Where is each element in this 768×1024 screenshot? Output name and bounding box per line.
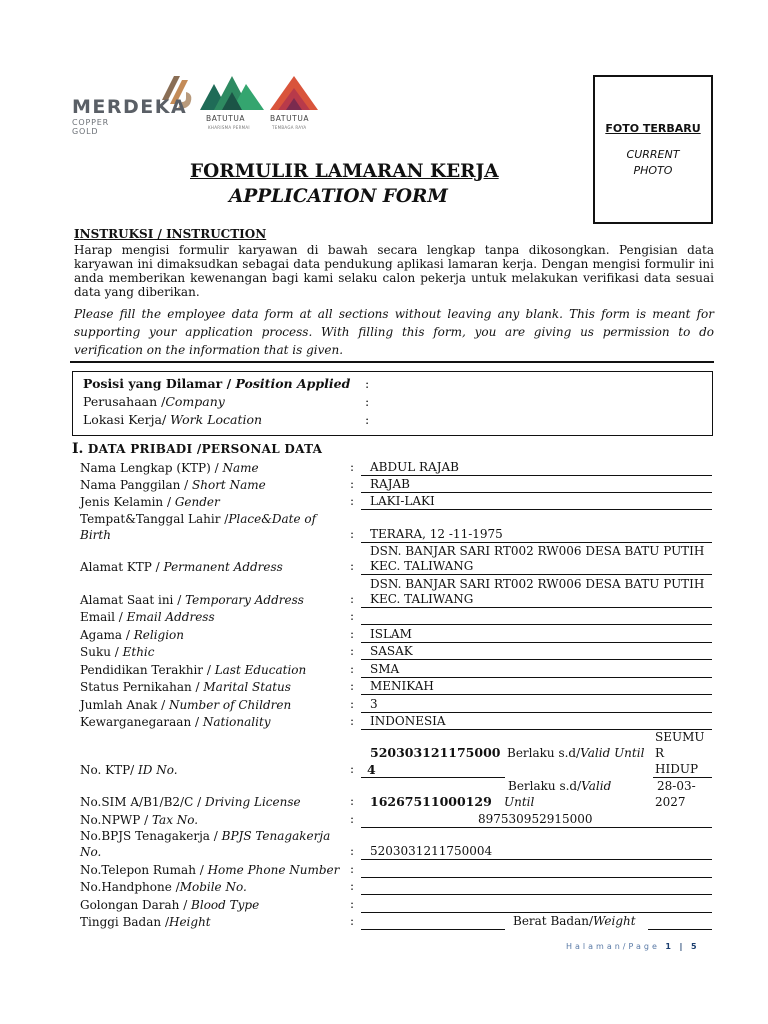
field-npwp-colon: : <box>350 812 355 826</box>
batutua-tembaga-name: BATUTUA <box>270 114 310 123</box>
field-temporary-address-value-line2[interactable]: KEC. TALIWANG <box>370 592 474 606</box>
field-email-colon: : <box>350 609 355 623</box>
field-ktp-value-line2[interactable]: 4 <box>367 762 376 777</box>
field-weight-label: Berat Badan/Weight <box>513 914 636 928</box>
field-bpjs-underline <box>361 859 712 860</box>
field-height-underline <box>361 929 505 930</box>
work-location-label: Lokasi Kerja/ Work Location <box>83 412 263 427</box>
field-short-name-value[interactable]: RAJAB <box>370 477 410 491</box>
field-birth-value[interactable]: TERARA, 12 -11-1975 <box>370 527 503 541</box>
field-ktp-label: No. KTP/ ID No. <box>80 763 178 777</box>
field-religion-value[interactable]: ISLAM <box>370 627 412 641</box>
batutua-mountain-icon <box>200 74 266 112</box>
field-height-colon: : <box>350 914 355 928</box>
photo-en-line2: PHOTO <box>633 164 673 177</box>
field-nationality-label: Kewarganegaraan / Nationality <box>80 715 271 729</box>
field-npwp-label: No.NPWP / Tax No. <box>80 813 199 827</box>
field-bpjs-label-cont: No. <box>80 845 102 859</box>
field-nationality-colon: : <box>350 714 355 728</box>
batutua-tembaga-sub: TEMBAGA RAYA <box>272 125 307 130</box>
field-bpjs-colon: : <box>350 844 355 858</box>
field-short-name-label: Nama Panggilan / Short Name <box>80 478 266 492</box>
field-blood-underline <box>361 912 712 913</box>
field-npwp-underline <box>361 827 712 828</box>
field-children-colon: : <box>350 697 355 711</box>
field-permanent-address-colon: : <box>350 559 355 573</box>
field-ktp-colon: : <box>350 762 355 776</box>
field-nationality-value[interactable]: INDONESIA <box>370 714 446 728</box>
field-permanent-address-value-line1[interactable]: DSN. BANJAR SARI RT002 RW006 DESA BATU PUTIH <box>370 544 705 558</box>
field-name-underline <box>361 475 712 476</box>
field-mobile-colon: : <box>350 879 355 893</box>
field-education-value[interactable]: SMA <box>370 662 400 676</box>
field-sim-label: No.SIM A/B1/B2/C / Driving License <box>80 795 301 809</box>
merdeka-subtitle: COPPER GOLD <box>72 118 109 136</box>
field-home-phone-underline <box>361 877 712 878</box>
field-npwp-value[interactable]: 897530952915000 <box>478 812 593 826</box>
field-religion-underline <box>361 642 712 643</box>
section-personal-data-heading: I. DATA PRIBADI /PERSONAL DATA <box>72 441 323 457</box>
field-gender-label: Jenis Kelamin / Gender <box>80 495 220 509</box>
form-title-id: FORMULIR LAMARAN KERJA <box>190 161 499 182</box>
page-footer: Halaman/Page 1 | 5 <box>566 942 700 951</box>
field-bpjs-value[interactable]: 5203031211750004 <box>370 844 493 858</box>
field-marital-colon: : <box>350 679 355 693</box>
field-name-colon: : <box>350 460 355 474</box>
field-ktp-valid-label: Berlaku s.d/Valid Until <box>507 746 645 760</box>
field-height-label: Tinggi Badan /Height <box>80 915 211 929</box>
position-applied-label: Posisi yang Dilamar / Position Applied <box>83 376 351 391</box>
field-ktp-value-line1[interactable]: 520303121175000 <box>370 745 501 760</box>
field-blood-label: Golongan Darah / Blood Type <box>80 898 260 912</box>
field-gender-underline <box>361 509 712 510</box>
field-ethnic-value[interactable]: SASAK <box>370 644 413 658</box>
instruction-text-en: Please fill the employee data form at all sections without leaving any blank. This form is meant for supporting your application process. With filling this form, you are giving us permission to do verification on the information that is given. <box>74 307 714 357</box>
field-ethnic-colon: : <box>350 644 355 658</box>
company-label: Perusahaan /Company <box>83 394 225 409</box>
field-sim-value[interactable]: 16267511000129 <box>370 794 492 809</box>
field-children-value[interactable]: 3 <box>370 697 378 711</box>
field-permanent-address-underline <box>361 574 712 575</box>
field-gender-colon: : <box>350 494 355 508</box>
field-marital-label: Status Pernikahan / Marital Status <box>80 680 291 694</box>
field-name-value[interactable]: ABDUL RAJAB <box>370 460 459 474</box>
field-mobile-label: No.Handphone /Mobile No. <box>80 880 247 894</box>
field-permanent-address-label: Alamat KTP / Permanent Address <box>80 560 283 574</box>
field-ethnic-underline <box>361 659 712 660</box>
field-religion-colon: : <box>350 627 355 641</box>
field-children-label: Jumlah Anak / Number of Children <box>80 698 292 712</box>
instruction-heading: INSTRUKSI / INSTRUCTION <box>74 227 267 241</box>
batutua-kharisma-sub: KHARISMA PERMAI <box>208 125 250 130</box>
field-weight-underline <box>648 929 712 930</box>
field-temporary-address-label: Alamat Saat ini / Temporary Address <box>80 593 304 607</box>
photo-en-line1: CURRENT <box>626 148 680 161</box>
company-colon: : <box>365 394 370 409</box>
field-home-phone-colon: : <box>350 862 355 876</box>
batutua-kharisma-name: BATUTUA <box>206 114 246 123</box>
position-applied-colon: : <box>365 376 370 391</box>
photo-label: FOTO TERBARU <box>605 122 701 135</box>
field-short-name-underline <box>361 492 712 493</box>
merdeka-wordmark: MERDEKA <box>72 96 188 118</box>
batutua-kharisma-logo <box>198 74 268 132</box>
field-gender-value[interactable]: LAKI-LAKI <box>370 494 435 508</box>
field-sim-colon: : <box>350 794 355 808</box>
field-bpjs-label: No.BPJS Tenagakerja / BPJS Tenagakerja <box>80 829 331 843</box>
batutua-tembaga-logo <box>268 74 320 132</box>
field-sim-valid-value[interactable]: 28-03- 2027 <box>655 779 696 809</box>
form-title-en: APPLICATION FORM <box>229 186 448 207</box>
field-children-underline <box>361 712 712 713</box>
field-email-underline <box>361 624 712 625</box>
field-sim-valid-label: Berlaku s.d/Valid Until <box>504 779 612 809</box>
field-blood-colon: : <box>350 897 355 911</box>
field-mobile-underline <box>361 894 712 895</box>
photo-box <box>593 75 713 224</box>
field-temporary-address-value-line1[interactable]: DSN. BANJAR SARI RT002 RW006 DESA BATU PUTIH <box>370 577 705 591</box>
field-ktp-underline <box>361 777 505 778</box>
field-email-label: Email / Email Address <box>80 610 215 624</box>
field-temporary-address-underline <box>361 607 712 608</box>
field-religion-label: Agama / Religion <box>80 628 185 642</box>
field-ktp-valid-value[interactable]: SEUMU R HIDUP <box>655 730 705 776</box>
field-birth-label: Tempat&Tanggal Lahir /Place&Date of Birth <box>80 512 317 542</box>
field-marital-value[interactable]: MENIKAH <box>370 679 434 693</box>
instruction-text-id: Harap mengisi formulir karyawan di bawah secara lengkap tanpa dikosongkan. Pengisian data karyawan ini dimaksudkan sebagai data pendukung aplikasi lamaran kerja. Dengan mengisi formulir ini anda memberikan kewenangan bagi kami selaku calon pekerja untuk melakukan verifikasi data sesuai data yang diberikan. <box>74 243 714 299</box>
position-box <box>72 371 713 436</box>
batutua-mountain-red-icon <box>270 76 318 112</box>
field-temporary-address-colon: : <box>350 592 355 606</box>
field-ethnic-label: Suku / Ethic <box>80 645 155 659</box>
work-location-colon: : <box>365 412 370 427</box>
field-home-phone-label: No.Telepon Rumah / Home Phone Number <box>80 863 340 877</box>
field-marital-underline <box>361 694 712 695</box>
field-name-label: Nama Lengkap (KTP) / Name <box>80 461 259 475</box>
field-education-colon: : <box>350 662 355 676</box>
divider <box>70 361 714 363</box>
field-permanent-address-value-line2[interactable]: KEC. TALIWANG <box>370 559 474 573</box>
field-short-name-colon: : <box>350 477 355 491</box>
field-education-underline <box>361 677 712 678</box>
field-education-label: Pendidikan Terakhir / Last Education <box>80 663 307 677</box>
field-birth-colon: : <box>350 527 355 541</box>
